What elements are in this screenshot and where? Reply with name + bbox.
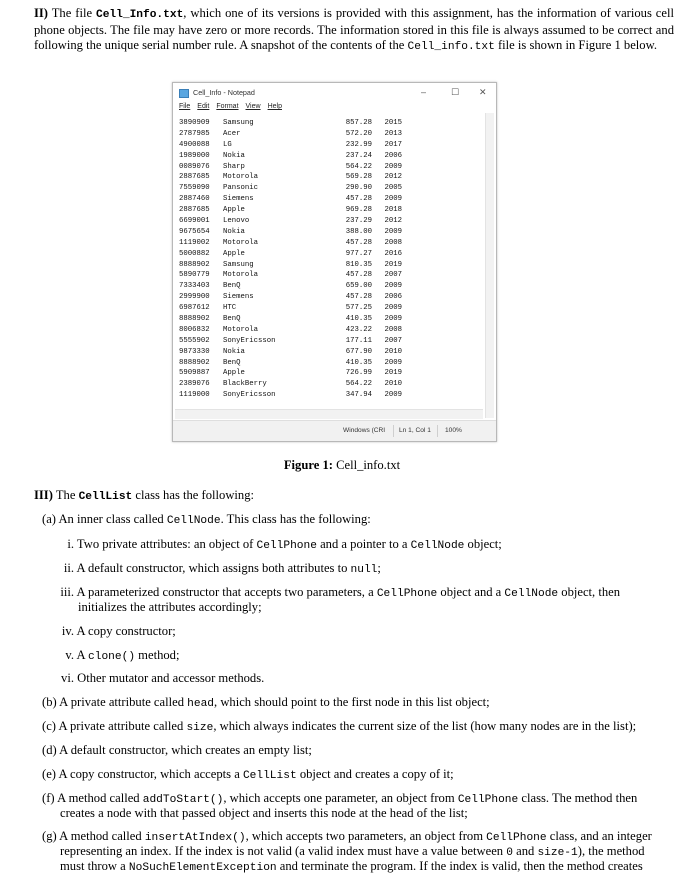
record-brand: Motorola [223, 173, 259, 182]
record-year: 2009 [384, 304, 402, 313]
item-e-code: CellList [242, 770, 297, 782]
item-d-label: (d) [42, 743, 57, 757]
status-divider [393, 425, 394, 437]
record-price: 290.90 [345, 184, 372, 193]
record-price: 457.28 [345, 238, 372, 247]
record-brand: Siemens [223, 293, 254, 302]
record-year: 2017 [384, 140, 402, 149]
record-row [179, 379, 479, 390]
record-year: 2009 [384, 162, 402, 171]
sub-item-text: object and a [437, 585, 505, 599]
record-year: 2005 [384, 184, 402, 193]
sub-item-text: ; [377, 561, 381, 575]
section-2-text-3: file is shown in Figure 1 below. [494, 38, 658, 53]
item-f-text-1: A method called [57, 791, 143, 805]
item-g-code: size-1 [537, 847, 578, 859]
record-brand: Samsung [223, 119, 254, 127]
item-g-text: ), the method [577, 844, 645, 858]
vertical-scrollbar[interactable] [485, 113, 494, 418]
item-a-text-1: An inner class called [58, 512, 167, 526]
item-g-text: and [512, 844, 538, 858]
record-year: 2013 [384, 129, 402, 138]
record-year: 2009 [384, 391, 402, 400]
menu-view[interactable]: View [245, 103, 261, 110]
sub-item-text: A copy constructor; [76, 624, 176, 638]
record-serial: 0089076 [179, 162, 210, 171]
sub-item-text: Two private attributes: an object of [76, 537, 257, 551]
record-price: 572.20 [345, 129, 372, 138]
section-3-heading [34, 488, 254, 505]
record-row [179, 183, 479, 194]
record-row [179, 303, 479, 314]
sub-item-iv [60, 624, 176, 639]
record-brand: BlackBerry [223, 380, 267, 389]
figure-label: Figure 1: [283, 458, 333, 472]
record-serial: 2887685 [179, 173, 210, 182]
record-brand: Acer [223, 129, 241, 138]
record-serial: 8888902 [179, 315, 210, 324]
item-g-text: representing an index. If the index is not valid (a valid index must have a value between [60, 844, 507, 858]
section-2-filename-2: Cell_info.txt [407, 41, 495, 54]
item-b-text-1: A private attribute called [59, 695, 188, 709]
menu-format[interactable]: Format [216, 103, 239, 110]
section-2-filename: Cell_Info.txt [96, 9, 184, 21]
record-serial: 9675654 [179, 227, 210, 236]
close-icon[interactable]: ✕ [479, 87, 487, 97]
item-c-code: size [186, 722, 214, 734]
item-g-line-3 [60, 859, 643, 876]
sub-item-code: CellPhone [256, 540, 317, 552]
record-row [179, 129, 479, 140]
sub-item-code: CellPhone [376, 588, 438, 600]
record-serial: 5890779 [179, 271, 210, 280]
sub-item-code: clone() [88, 651, 136, 663]
record-row [179, 390, 479, 401]
item-a-text-2: . This class has the following: [220, 512, 371, 526]
record-brand: Motorola [223, 325, 259, 334]
item-g-code: 0 [506, 847, 513, 859]
record-row [179, 336, 479, 347]
horizontal-scrollbar[interactable] [175, 409, 483, 419]
record-row [179, 260, 479, 271]
item-g-text-3: class, and an integer [546, 829, 652, 843]
record-year: 2015 [384, 119, 402, 127]
section-3-text-2: class has the following: [132, 488, 255, 502]
sub-item-text: and a pointer to a [316, 537, 411, 551]
record-row [179, 325, 479, 336]
sub-item-code: null [350, 564, 378, 576]
record-row [179, 140, 479, 151]
record-brand: Apple [223, 249, 245, 258]
minimize-icon[interactable]: – [421, 87, 427, 97]
sub-item-iii-continuation: initializes the attributes accordingly; [78, 600, 262, 614]
record-serial: 3890909 [179, 119, 210, 127]
record-price: 388.00 [345, 227, 372, 236]
record-serial: 8006832 [179, 325, 210, 334]
sub-item-text: A [76, 648, 89, 662]
record-year: 2007 [384, 271, 402, 280]
record-price: 423.22 [345, 325, 372, 334]
record-serial: 8888902 [179, 260, 210, 269]
record-serial: 1989000 [179, 151, 210, 160]
item-c [42, 719, 636, 736]
notepad-text-area[interactable] [179, 118, 479, 414]
record-serial: 1119002 [179, 238, 210, 247]
item-b-label: (b) [42, 695, 57, 709]
record-price: 569.28 [345, 173, 372, 182]
record-serial: 5000882 [179, 249, 210, 258]
record-brand: Nokia [223, 227, 245, 236]
item-c-text-1: A private attribute called [58, 719, 187, 733]
sub-item-number: i. [67, 537, 74, 551]
record-brand: Motorola [223, 238, 259, 247]
item-f-text-3: class. The method then [518, 791, 638, 805]
item-g-code: NoSuchElementException [128, 862, 277, 874]
record-year: 2009 [384, 227, 402, 236]
item-f-code-2: CellPhone [457, 794, 519, 806]
item-e-text-1: A copy constructor, which accepts a [58, 767, 243, 781]
record-brand: Nokia [223, 347, 245, 356]
item-b-code: head [187, 698, 215, 710]
item-g-text-1: A method called [59, 829, 145, 843]
item-b [42, 695, 490, 712]
record-row [179, 238, 479, 249]
record-price: 457.28 [345, 271, 372, 280]
notepad-titlebar [173, 83, 496, 103]
record-year: 2010 [384, 347, 402, 356]
record-serial: 2999900 [179, 293, 210, 302]
record-row [179, 216, 479, 227]
record-brand: Sharp [223, 162, 245, 171]
record-brand: BenQ [223, 282, 241, 291]
record-serial: 9873330 [179, 347, 210, 356]
record-serial: 6987612 [179, 304, 210, 313]
record-year: 2018 [384, 206, 402, 215]
item-f-continuation: creates a node with that passed object and inserts this node at the head of the list; [60, 806, 468, 820]
sub-item-code: CellNode [410, 540, 465, 552]
sub-item-number: vi. [61, 671, 74, 685]
record-year: 2012 [384, 217, 402, 226]
record-row [179, 249, 479, 260]
record-year: 2006 [384, 151, 402, 160]
record-price: 857.28 [345, 119, 372, 127]
item-e-text-2: object and creates a copy of it; [296, 767, 454, 781]
section-2-paragraph [34, 6, 674, 55]
item-d [42, 743, 312, 758]
menu-file[interactable]: File [179, 103, 191, 110]
item-g-text: and terminate the program. If the index is valid, then the method creates [276, 859, 643, 873]
item-a-label: (a) [42, 512, 56, 526]
record-price: 177.11 [345, 336, 372, 345]
record-serial: 2887685 [179, 206, 210, 215]
record-brand: BenQ [223, 358, 241, 367]
status-encoding: Windows (CRI [343, 427, 386, 434]
item-c-label: (c) [42, 719, 56, 733]
record-price: 564.22 [345, 162, 372, 171]
sub-item-code: CellNode [504, 588, 559, 600]
notepad-title: Cell_Info - Notepad [193, 87, 255, 97]
record-price: 410.35 [345, 315, 372, 324]
menu-help[interactable]: Help [267, 103, 282, 110]
record-year: 2016 [384, 249, 402, 258]
record-year: 2019 [384, 369, 402, 378]
item-f-label: (f) [42, 791, 55, 805]
record-row [179, 172, 479, 183]
record-year: 2019 [384, 260, 402, 269]
record-serial: 7559090 [179, 184, 210, 193]
menu-edit[interactable]: Edit [197, 103, 210, 110]
record-row [179, 194, 479, 205]
record-price: 232.99 [345, 140, 372, 149]
sub-item-text: A default constructor, which assigns both attributes to [76, 561, 351, 575]
item-g-text-2: , which accepts two parameters, an object from [245, 829, 487, 843]
sub-item-text: object; [464, 537, 502, 551]
section-2-label: II) [34, 6, 48, 20]
record-row [179, 227, 479, 238]
record-year: 2012 [384, 173, 402, 182]
section-3-classname: CellList [78, 491, 133, 503]
record-price: 347.94 [345, 391, 372, 400]
record-year: 2008 [384, 325, 402, 334]
sub-item-number: ii. [63, 561, 74, 575]
record-price: 726.99 [345, 369, 372, 378]
record-row [179, 314, 479, 325]
notepad-menubar [173, 103, 496, 115]
record-brand: Nokia [223, 151, 245, 160]
record-row [179, 368, 479, 379]
record-brand: Siemens [223, 195, 254, 204]
sub-item-i [60, 537, 502, 554]
sub-item-text: A parameterized constructor that accepts two parameters, a [76, 585, 377, 599]
section-3-label: III) [34, 488, 53, 502]
record-year: 2006 [384, 293, 402, 302]
notepad-app-icon [179, 89, 189, 98]
record-serial: 2887460 [179, 195, 210, 204]
notepad-window [172, 82, 497, 442]
maximize-icon[interactable]: ☐ [451, 87, 460, 97]
figure-caption [0, 458, 684, 473]
sub-item-ii [60, 561, 381, 578]
sub-item-text: method; [135, 648, 180, 662]
record-serial: 4900088 [179, 140, 210, 149]
record-year: 2010 [384, 380, 402, 389]
record-row [179, 292, 479, 303]
record-serial: 5555902 [179, 336, 210, 345]
record-serial: 8888902 [179, 358, 210, 367]
record-year: 2009 [384, 282, 402, 291]
record-brand: Apple [223, 206, 245, 215]
record-price: 237.29 [345, 217, 372, 226]
section-2-text-1: The file [48, 6, 96, 20]
record-price: 659.00 [345, 282, 372, 291]
item-a-code: CellNode [166, 515, 221, 527]
record-year: 2008 [384, 238, 402, 247]
record-row [179, 270, 479, 281]
record-brand: Samsung [223, 260, 254, 269]
record-price: 677.90 [345, 347, 372, 356]
sub-item-number: iii. [60, 585, 74, 599]
status-divider [437, 425, 438, 437]
record-price: 969.28 [345, 206, 372, 215]
record-row [179, 347, 479, 358]
record-serial: 2787985 [179, 129, 210, 138]
record-year: 2009 [384, 195, 402, 204]
record-row [179, 358, 479, 369]
status-position: Ln 1, Col 1 [399, 427, 431, 434]
sub-item-number: v. [65, 648, 74, 662]
sub-item-text: Other mutator and accessor methods. [77, 671, 265, 685]
record-price: 577.25 [345, 304, 372, 313]
sub-item-number: iv. [61, 624, 74, 638]
status-zoom: 100% [445, 427, 462, 434]
record-brand: SonyEricsson [223, 336, 276, 345]
record-price: 564.22 [345, 380, 372, 389]
sub-item-text: object, then [558, 585, 621, 599]
record-serial: 6699001 [179, 217, 210, 226]
notepad-statusbar [173, 420, 496, 441]
record-price: 977.27 [345, 249, 372, 258]
sub-item-v [60, 648, 179, 665]
record-year: 2009 [384, 315, 402, 324]
record-price: 410.35 [345, 358, 372, 367]
record-brand: Lenovo [223, 217, 250, 226]
record-brand: Apple [223, 369, 245, 378]
record-price: 457.28 [345, 293, 372, 302]
record-brand: LG [223, 140, 232, 149]
item-g-code: insertAtIndex() [144, 832, 246, 844]
record-row [179, 118, 479, 129]
record-brand: Pansonic [223, 184, 259, 193]
record-serial: 2389076 [179, 380, 210, 389]
item-e [42, 767, 454, 784]
item-g-text: must throw a [60, 859, 129, 873]
record-brand: Motorola [223, 271, 259, 280]
record-price: 457.28 [345, 195, 372, 204]
item-e-label: (e) [42, 767, 56, 781]
record-brand: SonyEricsson [223, 391, 276, 400]
record-price: 237.24 [345, 151, 372, 160]
item-f-text-2: , which accepts one parameter, an object from [223, 791, 458, 805]
record-year: 2009 [384, 358, 402, 367]
item-g-code-2: CellPhone [486, 832, 547, 844]
record-brand: BenQ [223, 315, 241, 324]
record-year: 2007 [384, 336, 402, 345]
sub-item-vi [60, 671, 264, 686]
figure-name: Cell_info.txt [332, 458, 401, 472]
item-d-text: A default constructor, which creates an empty list; [59, 743, 312, 757]
record-serial: 1119000 [179, 391, 210, 400]
item-f-code: addToStart() [142, 794, 224, 806]
section-3-text-1: The [52, 488, 79, 502]
record-row [179, 151, 479, 162]
item-b-text-2: , which should point to the first node in this list object; [214, 695, 490, 709]
record-serial: 5909887 [179, 369, 210, 378]
item-c-text-2: , which always indicates the current size of the list (how many nodes are in the list); [213, 719, 637, 733]
record-brand: HTC [223, 304, 237, 313]
record-row [179, 281, 479, 292]
item-g-label: (g) [42, 829, 57, 843]
section-2-text-2: , which one of its versions is provided with this assignment, has the information of various cell phone objects. The file may have zero or more records. The information stored in this file is always assumed to be correct and following the unique serial number rule. A snapshot of the contents of the [34, 6, 674, 53]
item-a [42, 512, 371, 529]
record-row [179, 162, 479, 173]
record-serial: 7333403 [179, 282, 210, 291]
record-row [179, 205, 479, 216]
record-price: 810.35 [345, 260, 372, 269]
